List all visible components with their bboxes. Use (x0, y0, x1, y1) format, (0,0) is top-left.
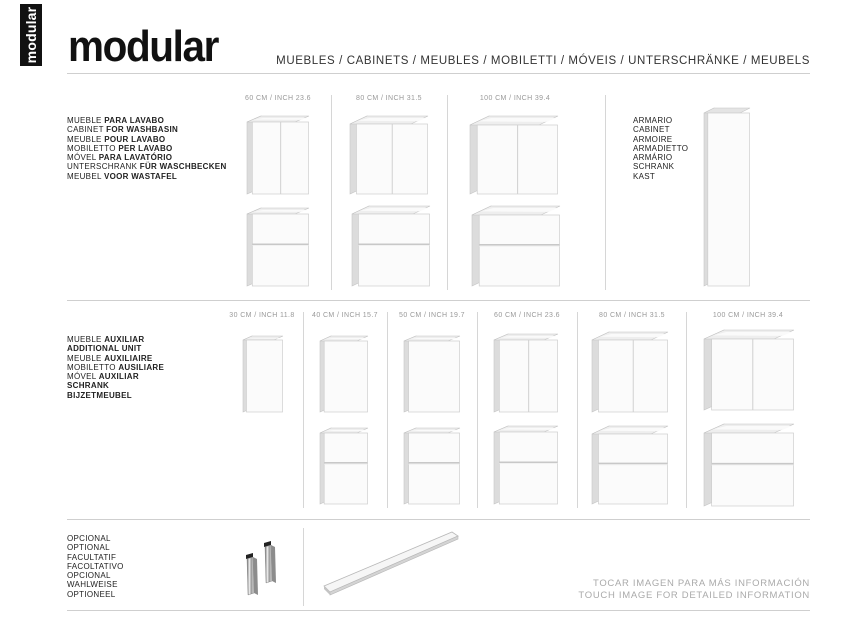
size-label: 80 CM / INCH 31.5 (599, 312, 665, 319)
aux-40-drawers[interactable] (320, 428, 368, 504)
label-line (67, 381, 164, 390)
label-line (67, 335, 164, 344)
optional-labels (67, 534, 124, 599)
cabinet-60-drawers[interactable] (247, 208, 309, 286)
label-bold: VOOR WASTAFEL (103, 171, 178, 181)
touch-hint-en: TOUCH IMAGE FOR DETAILED INFORMATION (578, 590, 810, 601)
label-line (67, 372, 164, 381)
label-line (67, 363, 164, 372)
page-subtitle: MUEBLES / CABINETS / MEUBLES / MOBILETTI / MÓVEIS / UNTERSCHRÄNKE / MEUBELS (276, 55, 810, 67)
column-divider (447, 95, 448, 290)
column-divider (331, 95, 332, 290)
label-prefix: MEUBEL (67, 171, 104, 181)
size-label: 100 CM / INCH 39.4 (479, 95, 551, 102)
label-line: ARMOIRE (633, 134, 673, 144)
label-prefix: MEUBLE (67, 134, 105, 144)
armario-labels (633, 116, 688, 181)
label-prefix: MUEBLE (67, 335, 105, 344)
label-line: OPCIONAL (67, 571, 111, 581)
label-line (67, 162, 227, 171)
aux-80-doors[interactable] (592, 332, 668, 412)
section-tab-label: modular (23, 6, 39, 64)
label-line: SCHRANK (633, 162, 675, 172)
size-label: 80 CM / INCH 31.5 (356, 95, 422, 102)
size-label: 60 CM / INCH 23.6 (494, 312, 560, 319)
label-line (67, 144, 227, 153)
cabinet-100-drawers[interactable] (472, 206, 560, 286)
label-prefix: CABINET (67, 125, 107, 135)
label-prefix: MOBILETTO (67, 362, 119, 372)
label-line (67, 391, 164, 400)
aux-50-door[interactable] (404, 336, 460, 412)
label-bold: AUXILIAR (98, 372, 139, 382)
label-line (67, 116, 227, 125)
label-bold: FÜR WASCHBECKEN (139, 162, 227, 172)
chrome-legs[interactable] (244, 541, 286, 597)
label-line: CABINET (633, 125, 670, 135)
section-tab (20, 4, 42, 66)
column-divider (686, 312, 687, 508)
tall-cabinet[interactable] (704, 108, 750, 286)
cabinet-80-doors[interactable] (350, 116, 428, 194)
aux-80-drawers[interactable] (592, 426, 668, 504)
label-line: WAHLWEISE (67, 580, 118, 590)
label-prefix: UNTERSCHRANK (67, 162, 140, 172)
footer-divider (67, 610, 810, 611)
label-prefix: MOBILETTO (67, 143, 119, 153)
label-line (67, 354, 164, 363)
label-bold: SCHRANK (67, 381, 110, 391)
label-prefix: MEUBLE (67, 353, 105, 363)
size-label: 60 CM / INCH 23.6 (245, 95, 311, 102)
label-line: ARMÁRIO (633, 153, 673, 163)
aux-100-doors[interactable] (704, 330, 794, 410)
column-divider (303, 312, 304, 508)
label-line: ARMADIETTO (633, 143, 689, 153)
label-prefix: MUEBLE (67, 116, 105, 125)
aux-30-door[interactable] (243, 336, 283, 412)
section-divider (67, 300, 810, 301)
label-line: OPTIONAL (67, 543, 110, 553)
cabinet-60-doors[interactable] (247, 116, 309, 194)
label-bold: PARA LAVABO (104, 116, 165, 125)
label-bold: AUXILIAIRE (104, 353, 153, 363)
page-title: modular (68, 22, 219, 71)
label-line: OPCIONAL (67, 534, 111, 543)
label-line: KAST (633, 171, 656, 181)
label-line (67, 125, 227, 134)
label-bold: FOR WASHBASIN (106, 125, 179, 135)
column-divider (577, 312, 578, 508)
countertop-shelf[interactable] (322, 530, 462, 596)
label-line (67, 344, 164, 353)
size-label: 40 CM / INCH 15.7 (312, 312, 378, 319)
size-label: 50 CM / INCH 19.7 (399, 312, 465, 319)
label-bold: PARA LAVATÓRIO (98, 153, 173, 163)
label-line: FACULTATIF (67, 552, 117, 562)
label-line: FACOLTATIVO (67, 561, 124, 571)
aux-60-drawers[interactable] (494, 426, 558, 504)
label-line: OPTIONEEL (67, 589, 116, 599)
label-line (67, 172, 227, 181)
washbasin-labels (67, 116, 227, 181)
cabinet-80-drawers[interactable] (352, 206, 430, 286)
label-prefix: MÓVEL (67, 372, 99, 382)
size-label: 30 CM / INCH 11.8 (229, 312, 295, 319)
section-divider (67, 519, 810, 520)
label-bold: PER LAVABO (118, 143, 173, 153)
auxiliary-labels (67, 335, 164, 400)
cabinet-100-doors[interactable] (470, 116, 558, 194)
column-divider (303, 528, 304, 606)
column-divider (477, 312, 478, 508)
size-label: 100 CM / INCH 39.4 (712, 312, 784, 319)
label-bold: AUXILIAR (104, 335, 145, 344)
column-divider (387, 312, 388, 508)
label-prefix: MÓVEL (67, 153, 99, 163)
label-bold: ADDITIONAL UNIT (67, 344, 142, 354)
column-divider (605, 95, 606, 290)
aux-100-drawers[interactable] (704, 424, 794, 506)
label-line (67, 135, 227, 144)
aux-40-door[interactable] (320, 336, 368, 412)
touch-hint-es: TOCAR IMAGEN PARA MÁS INFORMACIÓN (593, 578, 810, 589)
label-bold: AUSILIARE (118, 362, 165, 372)
label-line: ARMARIO (633, 116, 673, 125)
aux-60-doors[interactable] (494, 334, 558, 412)
header-divider (67, 73, 810, 74)
label-bold: POUR LAVABO (104, 134, 166, 144)
label-bold: BIJZETMEUBEL (67, 390, 132, 400)
label-line (67, 153, 227, 162)
aux-50-drawers[interactable] (404, 428, 460, 504)
